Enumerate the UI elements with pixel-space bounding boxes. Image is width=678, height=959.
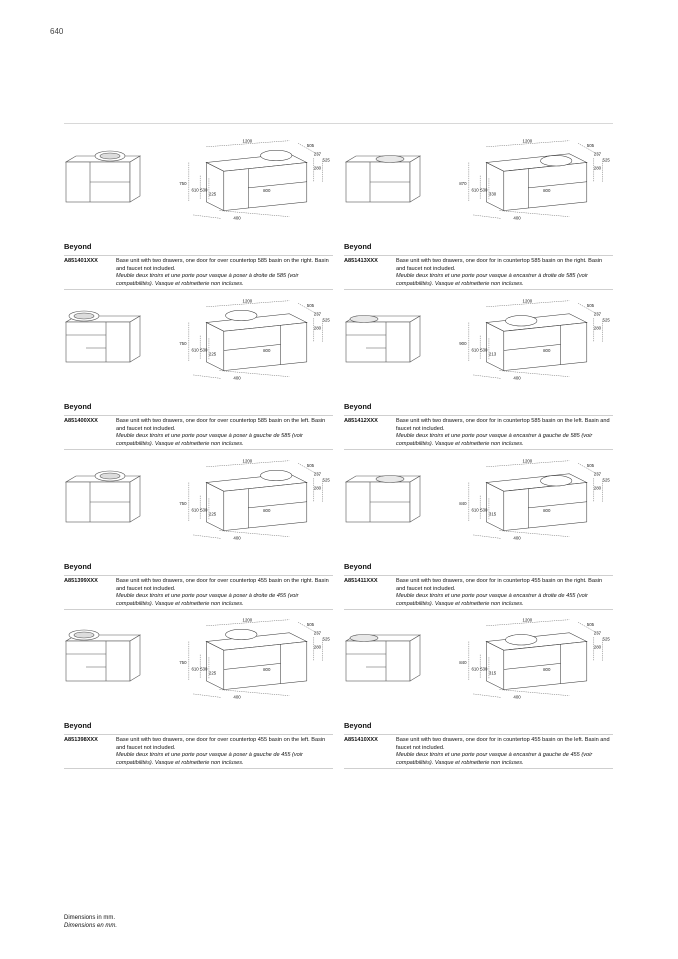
- dim-400-label: 400: [233, 535, 241, 541]
- dim-280-label: 280: [313, 644, 322, 650]
- product-card: [344, 609, 613, 766]
- cabinet-thumbnail: [64, 150, 144, 208]
- description-fr: Meuble deux tiroirs et une porte pour vasque à encastrer à droite de 585 (voir compatibilités). Vasque et robinetterie non incluses.: [396, 273, 588, 287]
- product-card: [344, 450, 613, 607]
- dim-610-label: 610: [471, 507, 479, 513]
- basin-icon: [350, 635, 378, 642]
- product-code: A851413XXX: [344, 258, 378, 264]
- divider: [64, 575, 333, 576]
- product-title: Beyond: [344, 721, 372, 730]
- cabinet-thumbnail: [64, 470, 144, 528]
- cabinet-thumbnail: [344, 310, 424, 368]
- dim-width-label: 1200: [522, 617, 533, 623]
- dim-530-label: 530: [200, 347, 208, 353]
- description-fr: Meuble deux tiroirs et une porte pour vasque à encastrer à gauche de 455 (voir compatibilités). Vasque et robinetterie non incluses.: [396, 752, 593, 766]
- dim-height-label: 900: [459, 341, 467, 347]
- product-code: A851401XXX: [64, 258, 98, 264]
- product-description: [396, 258, 613, 288]
- product-card: [64, 450, 333, 607]
- product-description: [116, 737, 333, 767]
- product-drawings: [64, 290, 333, 398]
- product-drawings: [344, 290, 613, 398]
- description-en: Base unit with two drawers, one door for over countertop 455 basin on the left. Basin and faucet not included.: [116, 737, 326, 751]
- description-fr: Meuble deux tiroirs et une porte pour vasque à poser à droite de 455 (voir compatibilités). Vasque et robinetterie non incluses.: [116, 593, 299, 607]
- product-title: Beyond: [64, 721, 92, 730]
- description-en: Base unit with two drawers, one door for over countertop 455 basin on the right. Basin and faucet not included.: [116, 578, 329, 592]
- dim-depth-label: 505: [306, 142, 315, 148]
- dim-400-label: 400: [513, 694, 521, 700]
- dim-237-label: 237: [313, 630, 322, 636]
- dim-525-label: 525: [602, 157, 610, 163]
- dim-525-label: 525: [322, 477, 330, 483]
- dim-237-label: 237: [313, 311, 322, 317]
- dim-237-label: 237: [593, 630, 602, 636]
- footer-fr: Dimensions en mm.: [64, 923, 118, 929]
- dim-237-label: 237: [593, 471, 602, 477]
- product-drawings: [64, 609, 333, 717]
- dim-525-label: 525: [602, 317, 610, 323]
- dimension-drawing: [447, 450, 613, 550]
- dim-610-label: 610: [471, 666, 479, 672]
- product-description: [396, 578, 613, 608]
- dim-530-label: 530: [480, 187, 488, 193]
- dim-offset-label: 315: [488, 670, 497, 676]
- product-code: A851398XXX: [64, 737, 98, 743]
- dim-800-label: 800: [263, 348, 271, 354]
- dim-offset-label: 225: [208, 670, 217, 676]
- product-code: A851400XXX: [64, 418, 98, 424]
- product-drawings: [344, 450, 613, 558]
- description-fr: Meuble deux tiroirs et une porte pour vasque à encastrer à droite de 455 (voir compatibilités). Vasque et robinetterie non incluses.: [396, 593, 588, 607]
- product-description: [116, 578, 333, 608]
- description-en: Base unit with two drawers, one door for in countertop 455 basin on the right. Basin and faucet not included.: [396, 578, 603, 592]
- dim-400-label: 400: [233, 375, 241, 381]
- dim-525-label: 525: [602, 477, 610, 483]
- cabinet-thumbnail: [344, 150, 424, 208]
- basin-icon: [376, 156, 404, 163]
- description-fr: Meuble deux tiroirs et une porte pour vasque à poser à gauche de 455 (voir compatibilités). Vasque et robinetterie non incluses.: [116, 752, 303, 766]
- dim-800-label: 800: [263, 667, 271, 673]
- divider: [64, 768, 333, 769]
- product-code: A851411XXX: [344, 578, 378, 584]
- divider: [64, 415, 333, 416]
- divider: [344, 255, 613, 256]
- dim-offset-label: 330: [488, 191, 497, 197]
- dim-530-label: 530: [200, 187, 208, 193]
- dim-525-label: 525: [322, 157, 330, 163]
- dim-height-label: 840: [459, 660, 467, 666]
- dim-height-label: 750: [179, 181, 187, 187]
- dim-237-label: 237: [593, 151, 602, 157]
- dim-525-label: 525: [322, 636, 330, 642]
- dimension-drawing: [447, 609, 613, 709]
- product-description: [396, 418, 613, 448]
- dim-525-label: 525: [322, 317, 330, 323]
- dim-280-label: 280: [593, 325, 602, 331]
- product-title: Beyond: [344, 242, 372, 251]
- divider: [344, 734, 613, 735]
- product-code: A851399XXX: [64, 578, 98, 584]
- dim-offset-label: 315: [488, 511, 497, 517]
- dim-400-label: 400: [233, 694, 241, 700]
- cabinet-thumbnail: [64, 310, 144, 368]
- dim-height-label: 840: [459, 501, 467, 507]
- product-description: [116, 258, 333, 288]
- divider: [344, 415, 613, 416]
- dim-530-label: 530: [200, 666, 208, 672]
- description-fr: Meuble deux tiroirs et une porte pour vasque à encastrer à gauche de 585 (voir compatibilités). Vasque et robinetterie non incluses.: [396, 433, 593, 447]
- description-en: Base unit with two drawers, one door for in countertop 585 basin on the right. Basin and faucet not included.: [396, 258, 603, 272]
- product-title: Beyond: [64, 242, 92, 251]
- dim-237-label: 237: [313, 151, 322, 157]
- dim-610-label: 610: [191, 507, 199, 513]
- dim-depth-label: 505: [586, 621, 595, 627]
- product-description: [396, 737, 613, 767]
- dim-610-label: 610: [471, 187, 479, 193]
- dim-280-label: 280: [593, 165, 602, 171]
- dimension-drawing: [447, 290, 613, 390]
- dim-530-label: 530: [480, 666, 488, 672]
- dim-525-label: 525: [602, 636, 610, 642]
- basin-icon: [350, 316, 378, 323]
- description-en: Base unit with two drawers, one door for in countertop 585 basin on the left. Basin and faucet not included.: [396, 418, 610, 432]
- description-fr: Meuble deux tiroirs et une porte pour vasque à poser à gauche de 585 (voir compatibilités). Vasque et robinetterie non incluses.: [116, 433, 303, 447]
- dim-width-label: 1200: [522, 138, 533, 144]
- dim-800-label: 800: [543, 508, 551, 514]
- description-en: Base unit with two drawers, one door for over countertop 585 basin on the right. Basin and faucet not included.: [116, 258, 329, 272]
- dim-800-label: 800: [263, 188, 271, 194]
- product-card: [64, 130, 333, 287]
- dim-280-label: 280: [313, 165, 322, 171]
- dim-800-label: 800: [543, 188, 551, 194]
- divider: [64, 734, 333, 735]
- dim-800-label: 800: [543, 667, 551, 673]
- description-en: Base unit with two drawers, one door for in countertop 455 basin on the left. Basin and faucet not included.: [396, 737, 610, 751]
- dim-530-label: 530: [200, 507, 208, 513]
- dim-height-label: 870: [459, 181, 467, 187]
- dim-280-label: 280: [593, 644, 602, 650]
- dim-800-label: 800: [543, 348, 551, 354]
- product-card: [64, 290, 333, 447]
- dim-width-label: 1200: [242, 458, 253, 464]
- dim-237-label: 237: [593, 311, 602, 317]
- dim-530-label: 530: [480, 507, 488, 513]
- product-title: Beyond: [64, 402, 92, 411]
- product-code: A851412XXX: [344, 418, 378, 424]
- dimension-drawing: [167, 290, 333, 390]
- dimension-drawing: [167, 130, 333, 230]
- dim-depth-label: 505: [586, 142, 595, 148]
- divider: [344, 768, 613, 769]
- dim-offset-label: 225: [208, 511, 217, 517]
- description-en: Base unit with two drawers, one door for over countertop 585 basin on the left. Basin and faucet not included.: [116, 418, 326, 432]
- product-code: A851410XXX: [344, 737, 378, 743]
- dimension-drawing: [447, 130, 613, 230]
- dim-height-label: 750: [179, 341, 187, 347]
- product-description: [116, 418, 333, 448]
- dim-610-label: 610: [191, 666, 199, 672]
- divider: [344, 575, 613, 576]
- dim-offset-label: 225: [208, 191, 217, 197]
- dim-530-label: 530: [480, 347, 488, 353]
- dim-depth-label: 505: [306, 462, 315, 468]
- dim-depth-label: 505: [306, 621, 315, 627]
- dim-400-label: 400: [233, 215, 241, 221]
- dim-height-label: 750: [179, 660, 187, 666]
- page-number: 640: [50, 27, 64, 36]
- divider: [64, 255, 333, 256]
- footer-note: [64, 914, 117, 930]
- footer-en: Dimensions in mm.: [64, 915, 116, 921]
- product-drawings: [64, 450, 333, 558]
- product-title: Beyond: [344, 402, 372, 411]
- dim-800-label: 800: [263, 508, 271, 514]
- product-card: [344, 130, 613, 287]
- dim-610-label: 610: [191, 347, 199, 353]
- product-title: Beyond: [64, 562, 92, 571]
- dim-237-label: 237: [313, 471, 322, 477]
- product-drawings: [344, 130, 613, 238]
- dim-280-label: 280: [313, 485, 322, 491]
- dim-610-label: 610: [191, 187, 199, 193]
- dimension-drawing: [167, 609, 333, 709]
- cabinet-thumbnail: [344, 470, 424, 528]
- product-card: [344, 290, 613, 447]
- dim-depth-label: 505: [586, 302, 595, 308]
- dim-width-label: 1200: [242, 298, 253, 304]
- dim-400-label: 400: [513, 375, 521, 381]
- dim-400-label: 400: [513, 535, 521, 541]
- product-card: [64, 609, 333, 766]
- product-drawings: [64, 130, 333, 238]
- dim-height-label: 750: [179, 501, 187, 507]
- dim-610-label: 610: [471, 347, 479, 353]
- dim-width-label: 1200: [522, 298, 533, 304]
- dim-width-label: 1200: [242, 138, 253, 144]
- dim-280-label: 280: [593, 485, 602, 491]
- dim-depth-label: 505: [306, 302, 315, 308]
- dim-280-label: 280: [313, 325, 322, 331]
- dimension-drawing: [167, 450, 333, 550]
- dim-400-label: 400: [513, 215, 521, 221]
- product-drawings: [344, 609, 613, 717]
- dim-width-label: 1200: [242, 617, 253, 623]
- dim-offset-label: 225: [208, 351, 217, 357]
- cabinet-thumbnail: [64, 629, 144, 687]
- cabinet-thumbnail: [344, 629, 424, 687]
- description-fr: Meuble deux tiroirs et une porte pour vasque à poser à droite de 585 (voir compatibilités). Vasque et robinetterie non incluses.: [116, 273, 299, 287]
- basin-icon: [376, 476, 404, 483]
- product-title: Beyond: [344, 562, 372, 571]
- dim-width-label: 1200: [522, 458, 533, 464]
- top-divider: [64, 123, 613, 124]
- dim-offset-label: 213: [488, 351, 497, 357]
- dim-depth-label: 505: [586, 462, 595, 468]
